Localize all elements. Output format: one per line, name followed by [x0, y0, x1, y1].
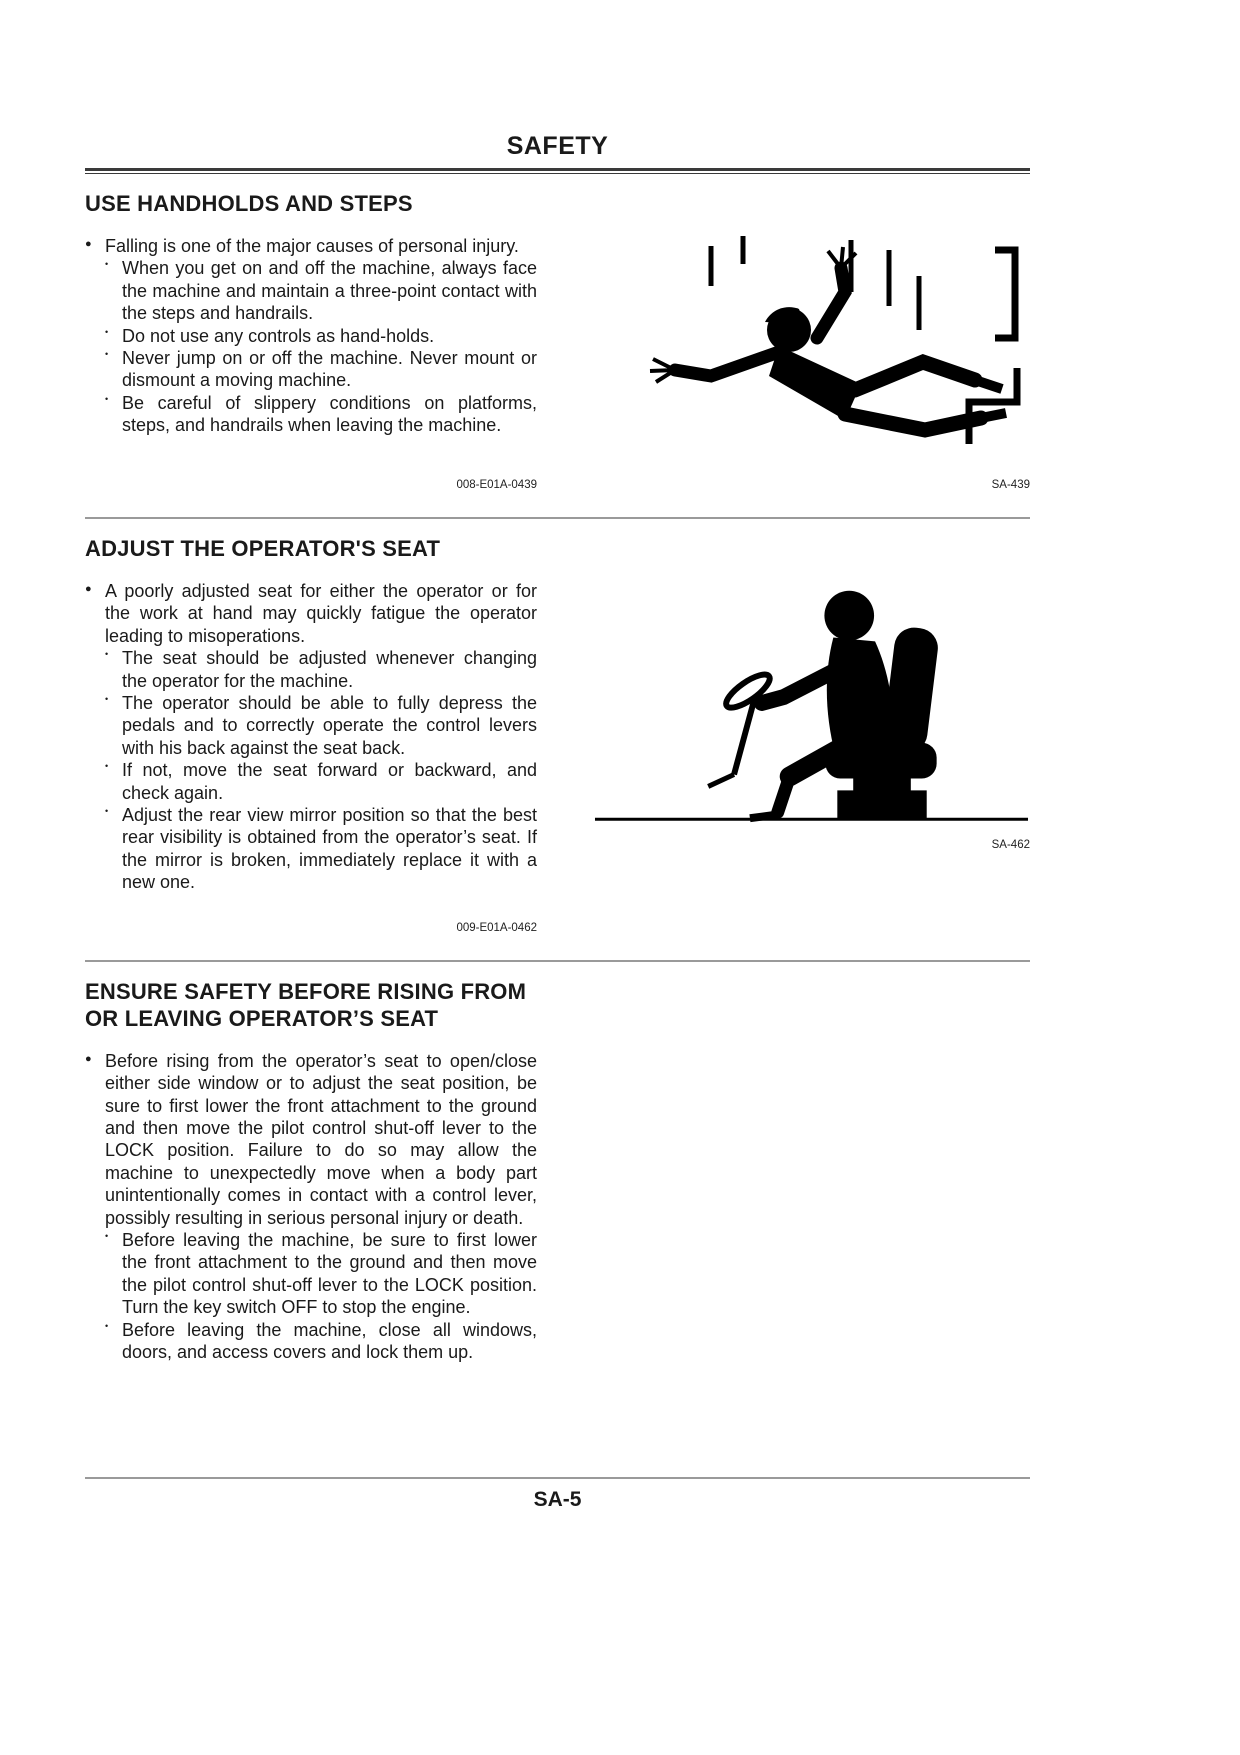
section-divider — [85, 960, 1030, 962]
seated-operator-illustration — [593, 579, 1030, 829]
sub-bullet-item — [105, 325, 537, 347]
sub-bullet-marker — [105, 325, 122, 347]
sub-bullet-marker — [105, 692, 122, 759]
bullet-item — [85, 235, 537, 437]
page-footer — [85, 1477, 1030, 1512]
falling-person-illustration — [593, 234, 1030, 469]
sub-bullet-marker — [105, 1319, 122, 1364]
section-text-column — [85, 978, 537, 1364]
section-divider — [85, 517, 1030, 519]
sub-bullet-text: When you get on and off the machine, always face the machine and maintain a three-point contact with the steps and handrails. — [122, 258, 537, 324]
section-ensure-safety-before-rising — [85, 978, 1030, 1364]
bullet-item — [85, 580, 537, 894]
figure-caption: SA-439 — [991, 479, 1030, 491]
sub-bullet-marker — [105, 257, 122, 324]
sub-bullet-text: Before leaving the machine, close all windows, doors, and access covers and lock them up. — [122, 1319, 537, 1362]
motion-lines — [711, 236, 919, 330]
bullet-text: Before rising from the operator’s seat to open/close either side window or to adjust the seat position, be sure to first lower the front attachment to the ground and then move the pilot control shut-off lever to the LOCK position. Failure to do so may allow the machine to unexpectedly move when a body part unintentionally comes in contact with a control lever, possibly resulting in serious personal injury or death. — [105, 1050, 537, 1228]
sub-bullet-item — [105, 347, 537, 392]
page-header — [85, 132, 1030, 174]
sub-bullet-marker — [105, 1229, 122, 1319]
sub-bullet-text: If not, move the seat forward or backward, and check again. — [122, 760, 537, 803]
sub-bullet-text: Before leaving the machine, be sure to first lower the front attachment to the ground and then move the pilot control shut-off lever to the LOCK position. Turn the key switch OFF to stop the engine. — [122, 1229, 537, 1318]
sub-bullet-item — [105, 692, 537, 759]
sub-bullet-item — [105, 1319, 537, 1364]
section-use-handholds-and-steps — [85, 190, 1030, 491]
bullet-marker — [85, 580, 105, 894]
section-title: ENSURE SAFETY BEFORE RISING FROM OR LEAVING OPERATOR’S SEAT — [85, 978, 527, 1031]
section-figure-column — [593, 535, 1030, 934]
sub-bullet-text: Adjust the rear view mirror position so that the best rear visibility is obtained from the operator’s seat. If the mirror is broken, immediately replace it with a new one. — [122, 805, 537, 893]
page-title: SAFETY — [506, 132, 609, 160]
sub-bullet-marker — [105, 647, 122, 692]
bullet-text: Falling is one of the major causes of personal injury. — [105, 236, 519, 256]
sub-bullet-item — [105, 647, 537, 692]
sub-bullet-marker — [105, 759, 122, 804]
sub-bullet-marker — [105, 392, 122, 437]
person-silhouette — [650, 247, 1006, 430]
sub-bullet-marker — [105, 347, 122, 392]
sub-bullet-text: Never jump on or off the machine. Never mount or dismount a moving machine. — [122, 348, 537, 391]
section-figure-column — [593, 190, 1030, 491]
sub-bullet-item — [105, 759, 537, 804]
sub-bullet-text: Do not use any controls as hand-holds. — [122, 325, 435, 346]
sub-bullet-text: Be careful of slippery conditions on platforms, steps, and handrails when leaving the machine. — [122, 392, 537, 436]
page-number: SA-5 — [533, 1488, 582, 1511]
section-adjust-operators-seat — [85, 535, 1030, 934]
sub-bullet-text: The operator should be able to fully depress the pedals and to correctly operate the control levers with his back against the seat back. — [122, 693, 537, 758]
section-text-column — [85, 535, 537, 934]
figure-caption: SA-462 — [991, 839, 1030, 851]
bullet-text: A poorly adjusted seat for either the operator or for the work at hand may quickly fatigue the operator leading to misoperations. — [105, 581, 537, 646]
figure-code: 008-E01A-0439 — [456, 479, 537, 491]
figure-code: 009-E01A-0462 — [456, 921, 537, 934]
sub-bullet-item — [105, 804, 537, 894]
bullet-marker — [85, 235, 105, 437]
sub-bullet-marker — [105, 804, 122, 894]
section-title: USE HANDHOLDS AND STEPS — [85, 191, 413, 216]
sub-bullet-item — [105, 1229, 537, 1319]
section-title: ADJUST THE OPERATOR'S SEAT — [85, 536, 441, 561]
bullet-item — [85, 1050, 537, 1364]
bullet-marker — [85, 1050, 105, 1364]
sub-bullet-text: The seat should be adjusted whenever changing the operator for the machine. — [122, 648, 537, 691]
control-lever — [708, 669, 774, 786]
section-text-column — [85, 190, 537, 491]
footer-rule — [85, 1477, 1030, 1479]
header-double-rule — [85, 168, 1030, 174]
sub-bullet-item — [105, 257, 537, 324]
sub-bullet-item — [105, 392, 537, 437]
